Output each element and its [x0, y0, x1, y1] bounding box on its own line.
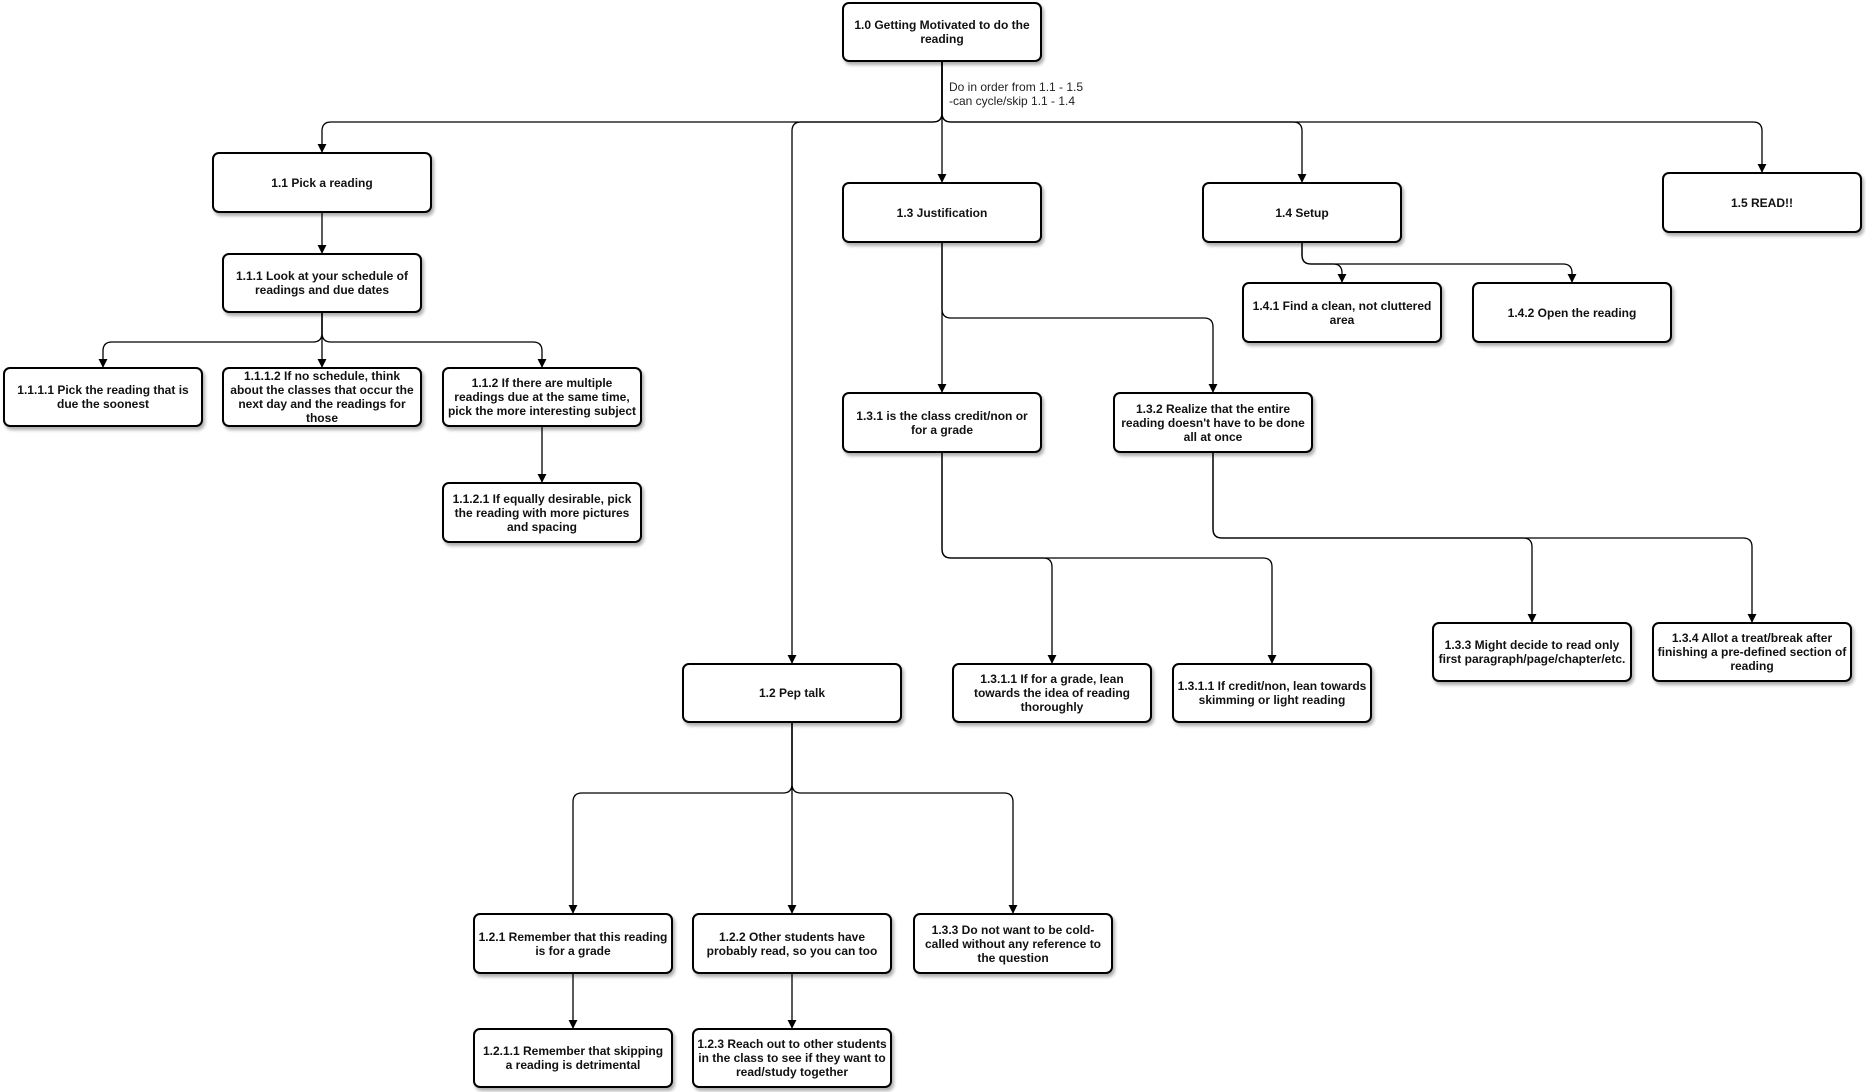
node-1-3-4-treat-break[interactable]: 1.3.4 Allot a treat/break after finishing a pre-defined section of reading [1652, 622, 1852, 682]
node-1-2-pep-talk[interactable]: 1.2 Pep talk [682, 663, 902, 723]
edge-1-2-to-1-2-1 [573, 723, 792, 913]
node-1-4-setup[interactable]: 1.4 Setup [1202, 182, 1402, 243]
node-1-1-2-multiple-readings[interactable]: 1.1.2 If there are multiple readings due at the same time, pick the more interesting subject [442, 367, 642, 427]
order-note [949, 80, 1083, 108]
node-1-3-3-cold-called[interactable]: 1.3.3 Do not want to be cold-called without any reference to the question [913, 913, 1113, 974]
edge-1-3-2-to-1-3-4 [1213, 453, 1752, 622]
node-1-1-1-look-at-schedule[interactable]: 1.1.1 Look at your schedule of readings and due dates [222, 253, 422, 313]
node-1-2-1-1-skipping-detrimental[interactable]: 1.2.1.1 Remember that skipping a reading is detrimental [473, 1028, 673, 1088]
edge-1-1-1-to-1-1-1-1 [103, 313, 322, 367]
node-1-2-1-for-a-grade[interactable]: 1.2.1 Remember that this reading is for a grade [473, 913, 673, 974]
edge-1-0-to-1-2 [792, 62, 942, 663]
node-1-1-1-1-pick-soonest[interactable]: 1.1.1.1 Pick the reading that is due the soonest [3, 367, 203, 427]
node-1-1-pick-a-reading[interactable]: 1.1 Pick a reading [212, 152, 432, 213]
edge-1-2-to-1-3-3 [792, 723, 1013, 913]
node-1-2-2-other-students[interactable]: 1.2.2 Other students have probably read, so you can too [692, 913, 892, 974]
node-1-3-1-credit-or-grade[interactable]: 1.3.1 is the class credit/non or for a grade [842, 392, 1042, 453]
node-1-2-3-reach-out[interactable]: 1.2.3 Reach out to other students in the class to see if they want to read/study together [692, 1028, 892, 1088]
node-1-3-1-1-skimming[interactable]: 1.3.1.1 If credit/non, lean towards skimming or light reading [1172, 663, 1372, 723]
order-note-line-1: Do in order from 1.1 - 1.5 [949, 80, 1084, 94]
node-1-4-1-clean-area[interactable]: 1.4.1 Find a clean, not cluttered area [1242, 282, 1442, 343]
node-1-3-1-1-read-thoroughly[interactable]: 1.3.1.1 If for a grade, lean towards the idea of reading thoroughly [952, 663, 1152, 723]
edge-1-0-to-1-5 [942, 62, 1762, 172]
order-note-line-2: -can cycle/skip 1.1 - 1.4 [949, 94, 1076, 108]
edge-1-4-to-1-4-1 [1302, 243, 1342, 282]
node-1-3-justification[interactable]: 1.3 Justification [842, 182, 1042, 243]
node-1-5-read[interactable]: 1.5 READ!! [1662, 172, 1862, 233]
node-1-1-1-2-no-schedule[interactable]: 1.1.1.2 If no schedule, think about the classes that occur the next day and the readings for those [222, 367, 422, 427]
edge-1-3-1-to-1-3-1-1b [942, 453, 1272, 663]
edge-1-3-to-1-3-2 [942, 243, 1213, 392]
edge-1-1-1-to-1-1-2 [322, 313, 542, 367]
node-1-4-2-open-reading[interactable]: 1.4.2 Open the reading [1472, 282, 1672, 343]
node-1-3-3-read-only-part[interactable]: 1.3.3 Might decide to read only first paragraph/page/chapter/etc. [1432, 622, 1632, 682]
node-1-3-2-not-all-at-once[interactable]: 1.3.2 Realize that the entire reading doesn't have to be done all at once [1113, 392, 1313, 453]
node-1-1-2-1-equally-desirable[interactable]: 1.1.2.1 If equally desirable, pick the reading with more pictures and spacing [442, 482, 642, 543]
edge-1-0-to-1-1 [322, 62, 942, 152]
node-1-0-getting-motivated[interactable]: 1.0 Getting Motivated to do the reading [842, 2, 1042, 62]
